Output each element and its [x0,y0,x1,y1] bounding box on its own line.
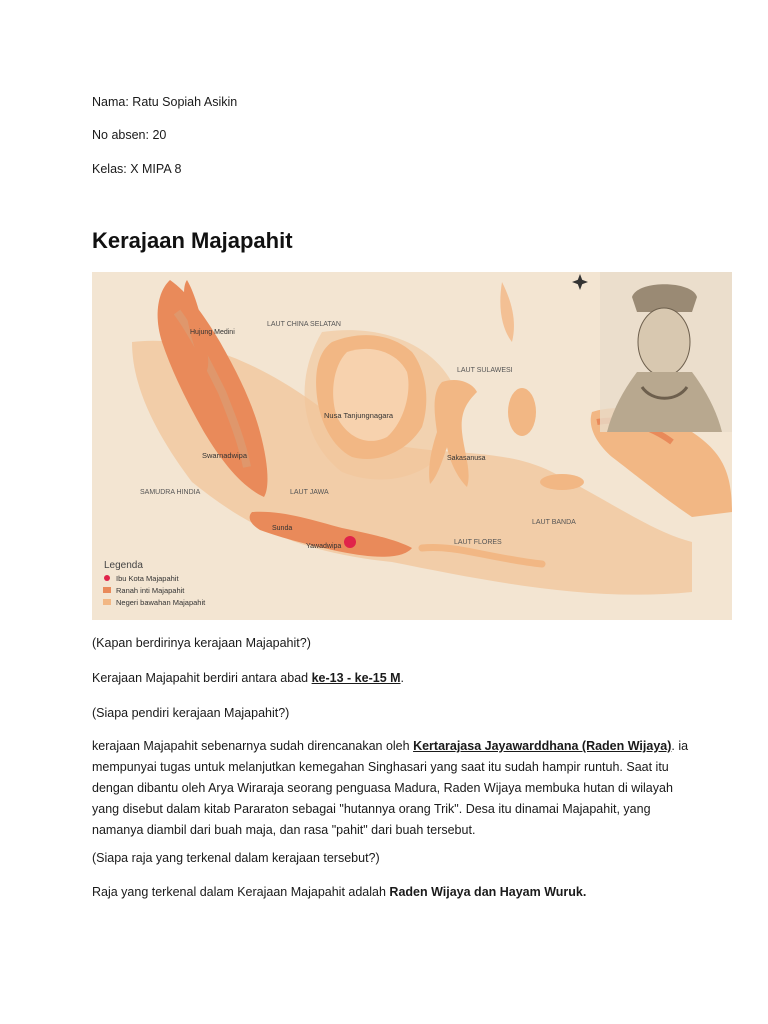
legend-swatch-capital [104,575,110,581]
label-samudra-hindia: SAMUDRA HINDIA [140,489,201,496]
page-title: Kerajaan Majapahit [92,228,293,253]
legend-title: Legenda [104,560,143,571]
answer-3-text: Raja yang terkenal dalam Kerajaan Majapahit adalah [92,885,390,899]
question-1: (Kapan berdirinya kerajaan Majapahit?) [92,636,311,650]
label-sakasanusa: Sakasanusa [447,455,486,462]
answer-2-link[interactable]: Kertarajasa Jayawarddhana (Raden Wijaya) [413,739,672,753]
majapahit-map [92,272,732,620]
label-nusa-tanjungnagara: Nusa Tanjungnagara [324,411,394,420]
label-laut-jawa: LAUT JAWA [290,489,329,496]
label-yawadwipa: Yawadwipa [306,543,342,550]
question-2: (Siapa pendiri kerajaan Majapahit?) [92,706,290,720]
answer-2-text: kerajaan Majapahit sebenarnya sudah direncanakan oleh [92,739,414,753]
legend-item-vassal: Negeri bawahan Majapahit [116,598,206,607]
answer-1-end: . [400,671,405,685]
label-swarnadwipa: Swarnadwipa [202,451,248,460]
answer-3 [92,882,692,903]
label-sunda: Sunda [272,525,293,532]
label-laut-flores: LAUT FLORES [454,539,502,546]
answer-1-link[interactable]: ke-13 - ke-15 M [311,671,401,685]
label-laut-sulawesi: LAUT SULAWESI [457,367,513,374]
answer-1-text: Kerajaan Majapahit berdiri antara abad [92,671,312,685]
answer-2-rest: . ia mempunyai tugas untuk melanjutkan kemegahan Singhasari yang saat itu sudah hampir runtuh. Saat itu dengan dibantu oleh Arya Wiraraja seorang penguasa Madura, Raden Wijaya membuka hutan di wilayah yang disebut dalam kitab Pararaton sebagai "hutannya orang Trik". Desa itu dinamai Majapahit, yang namanya diambil dari buah maja, dan rasa "pahit" dari buah tersebut. [92,739,689,837]
portrait-illustration [600,272,732,432]
answer-2 [92,736,692,841]
label-hujung-medini: Hujung Medini [190,329,235,336]
answer-3-bold: Raden Wijaya dan Hayam Wuruk. [389,885,587,899]
legend-swatch-vassal [103,599,111,605]
student-name: Nama: Ratu Sopiah Asikin [92,95,238,109]
question-3: (Siapa raja yang terkenal dalam kerajaan tersebut?) [92,851,380,865]
student-kelas: Kelas: X MIPA 8 [92,162,182,176]
label-laut-china-selatan: LAUT CHINA SELATAN [267,321,341,328]
student-absen: No absen: 20 [92,128,167,142]
legend-swatch-core [103,587,111,593]
label-laut-banda: LAUT BANDA [532,519,576,526]
legend-item-core: Ranah inti Majapahit [116,586,185,595]
legend-item-capital: Ibu Kota Majapahit [116,574,179,583]
answer-1 [92,668,692,689]
